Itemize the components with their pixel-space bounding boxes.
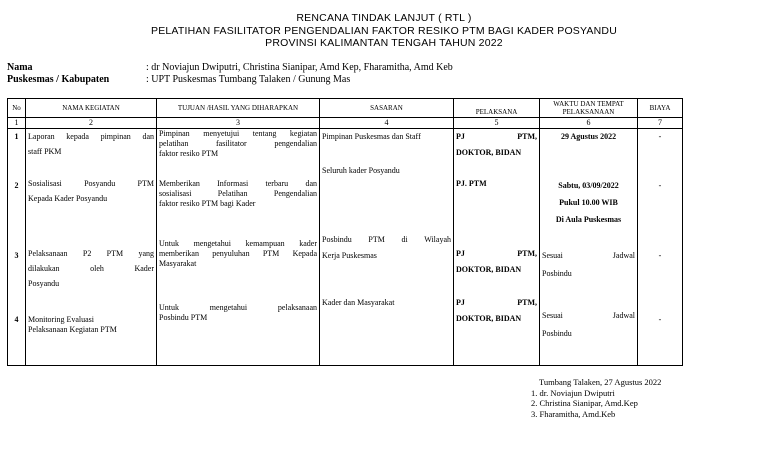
row-3-tujuan bbox=[159, 239, 317, 269]
puskesmas-label: Puskesmas / Kabupaten bbox=[7, 74, 110, 85]
sasaran-line: Kader dan Masyarakat bbox=[322, 298, 395, 307]
tujuan-line: Posbindu PTM bbox=[159, 313, 208, 322]
info-puskesmas bbox=[7, 74, 350, 86]
col-number: 4 bbox=[320, 118, 454, 129]
sasaran-line: Kerja Puskesmas bbox=[322, 251, 377, 260]
document-title-block bbox=[0, 12, 768, 50]
row-3-no: 3 bbox=[14, 251, 19, 260]
col-number: 2 bbox=[26, 118, 157, 129]
column-tujuan bbox=[157, 129, 320, 366]
signature-place-date: Tumbang Talaken, 27 Agustus 2022 bbox=[539, 377, 662, 387]
row-4-waktu bbox=[542, 311, 635, 339]
row-2-no: 2 bbox=[14, 181, 19, 190]
signature-block bbox=[531, 377, 661, 419]
header-no: No bbox=[8, 99, 26, 118]
row-3-biaya: - bbox=[658, 251, 662, 260]
tujuan-line: sosialisasi Pelatihan Pengendalian bbox=[159, 189, 317, 198]
row-1-tujuan bbox=[159, 129, 317, 159]
tujuan-line: Memberikan Informasi terbaru dan bbox=[159, 179, 317, 188]
tujuan-line: memberikan penyuluhan PTM Kepada bbox=[159, 249, 317, 258]
column-biaya bbox=[638, 129, 683, 366]
tujuan-line: faktor resiko PTM bagi Kader bbox=[159, 199, 256, 208]
row-1-sasaran bbox=[322, 132, 451, 142]
kegiatan-line: Laporan kepada pimpinan dan bbox=[28, 132, 154, 141]
column-sasaran bbox=[320, 129, 454, 366]
sasaran-line: Posbindu PTM di Wilayah bbox=[322, 235, 451, 244]
kegiatan-line: Monitoring Evaluasi bbox=[28, 315, 94, 324]
row-2-sasaran bbox=[322, 166, 451, 176]
pelaksana-line: DOKTOR, BIDAN bbox=[456, 148, 522, 157]
kegiatan-line: Sosialisasi Posyandu PTM bbox=[28, 179, 154, 188]
row-2-pelaksana bbox=[456, 179, 537, 189]
tujuan-line: Untuk mengetahui pelaksanaan bbox=[159, 303, 317, 312]
kegiatan-line: staff PKM bbox=[28, 147, 62, 156]
col-number: 1 bbox=[8, 118, 26, 129]
waktu-line: Sesuai Jadwal bbox=[542, 311, 635, 320]
sasaran-line: Seluruh kader Posyandu bbox=[322, 166, 400, 175]
kegiatan-line: Posyandu bbox=[28, 279, 60, 288]
col-number: 6 bbox=[540, 118, 638, 129]
row-2-biaya: - bbox=[658, 181, 662, 190]
row-4-pelaksana bbox=[456, 298, 537, 324]
rtl-table bbox=[7, 98, 683, 366]
row-1-kegiatan bbox=[28, 132, 154, 157]
tujuan-line: Masyarakat bbox=[159, 259, 197, 268]
title-rtl: RENCANA TINDAK LANJUT ( RTL ) bbox=[296, 12, 472, 24]
pelaksana-line: PJ PTM, bbox=[456, 249, 537, 258]
column-pelaksana bbox=[454, 129, 540, 366]
row-2-waktu bbox=[542, 181, 635, 225]
tujuan-line: Untuk mengetahui kemampuan kader bbox=[159, 239, 317, 248]
waktu-line: Posbindu bbox=[542, 269, 572, 278]
column-no bbox=[8, 129, 26, 366]
row-4-no: 4 bbox=[14, 315, 19, 324]
row-3-kegiatan bbox=[28, 249, 154, 289]
waktu-line: Pukul 10.00 WIB bbox=[559, 198, 618, 207]
table-body-row bbox=[8, 129, 683, 366]
header-waktu: WAKTU DAN TEMPAT PELAKSANAAN bbox=[540, 99, 638, 118]
row-2-kegiatan bbox=[28, 179, 154, 204]
row-3-sasaran bbox=[322, 235, 451, 261]
row-4-kegiatan bbox=[28, 315, 154, 335]
pelaksana-line: PJ PTM, bbox=[456, 298, 537, 307]
col-number: 3 bbox=[157, 118, 320, 129]
waktu-line: Sesuai Jadwal bbox=[542, 251, 635, 260]
info-nama bbox=[7, 62, 453, 74]
row-2-tujuan bbox=[159, 179, 317, 209]
tujuan-line: faktor resiko PTM bbox=[159, 149, 219, 158]
title-pelatihan: PELATIHAN FASILITATOR PENGENDALIAN FAKTOR RESIKO PTM BAGI KADER POSYANDU bbox=[150, 24, 617, 37]
col-number: 5 bbox=[454, 118, 540, 129]
row-1-waktu bbox=[542, 132, 635, 142]
waktu-line: Sabtu, 03/09/2022 bbox=[558, 181, 619, 190]
sasaran-line: Pimpinan Puskesmas dan Staff bbox=[322, 132, 421, 141]
tujuan-line: pelatihan fasilitator pengendalian bbox=[159, 139, 317, 148]
header-pelaksana: PELAKSANA bbox=[454, 99, 540, 118]
waktu-line: Di Aula Puskesmas bbox=[555, 215, 622, 224]
pelaksana-line: PJ. PTM bbox=[456, 179, 487, 188]
tujuan-line: Pimpinan menyetujui tentang kegiatan bbox=[159, 129, 317, 138]
header-biaya: BIAYA bbox=[638, 99, 683, 118]
waktu-line: 29 Agustus 2022 bbox=[560, 132, 617, 141]
row-1-biaya: - bbox=[658, 132, 662, 141]
pelaksana-line: DOKTOR, BIDAN bbox=[456, 314, 522, 323]
table-number-row bbox=[8, 118, 683, 129]
kegiatan-line: Pelaksanaan Kegiatan PTM bbox=[28, 325, 117, 334]
kegiatan-line: Kepada Kader Posyandu bbox=[28, 194, 108, 203]
column-nama-kegiatan bbox=[26, 129, 157, 366]
nama-label: Nama bbox=[7, 62, 33, 73]
nama-value: : dr Noviajun Dwiputri, Christina Sianipar, Amd Kep, Fharamitha, Amd Keb bbox=[146, 62, 453, 73]
row-1-pelaksana bbox=[456, 132, 537, 158]
signature-name-1: 1. dr. Noviajun Dwiputri bbox=[531, 387, 615, 398]
column-waktu bbox=[540, 129, 638, 366]
pelaksana-line: DOKTOR, BIDAN bbox=[456, 265, 522, 274]
header-sasaran: SASARAN bbox=[320, 99, 454, 118]
header-tujuan: TUJUAN /HASIL YANG DIHARAPKAN bbox=[157, 99, 320, 118]
row-4-biaya: - bbox=[658, 315, 662, 324]
kegiatan-line: dilakukan oleh Kader bbox=[28, 264, 154, 273]
row-1-no: 1 bbox=[14, 132, 19, 141]
waktu-line: Posbindu bbox=[542, 329, 572, 338]
puskesmas-value: : UPT Puskesmas Tumbang Talaken / Gunung Mas bbox=[146, 74, 351, 85]
signature-name-3: 3. Fharamitha, Amd.Keb bbox=[531, 408, 616, 419]
row-3-waktu bbox=[542, 251, 635, 279]
title-provinsi: PROVINSI KALIMANTAN TENGAH TAHUN 2022 bbox=[265, 37, 503, 49]
header-nama-kegiatan: NAMA KEGIATAN bbox=[26, 99, 157, 118]
pelaksana-line: PJ PTM, bbox=[456, 132, 537, 141]
col-number: 7 bbox=[638, 118, 683, 129]
signature-name-2: 2. Christina Sianipar, Amd.Kep bbox=[531, 398, 638, 408]
row-3-pelaksana bbox=[456, 249, 537, 275]
row-4-tujuan bbox=[159, 303, 317, 323]
kegiatan-line: Pelaksanaan P2 PTM yang bbox=[28, 249, 154, 258]
row-4-sasaran bbox=[322, 298, 451, 308]
table-header-row bbox=[8, 99, 683, 118]
